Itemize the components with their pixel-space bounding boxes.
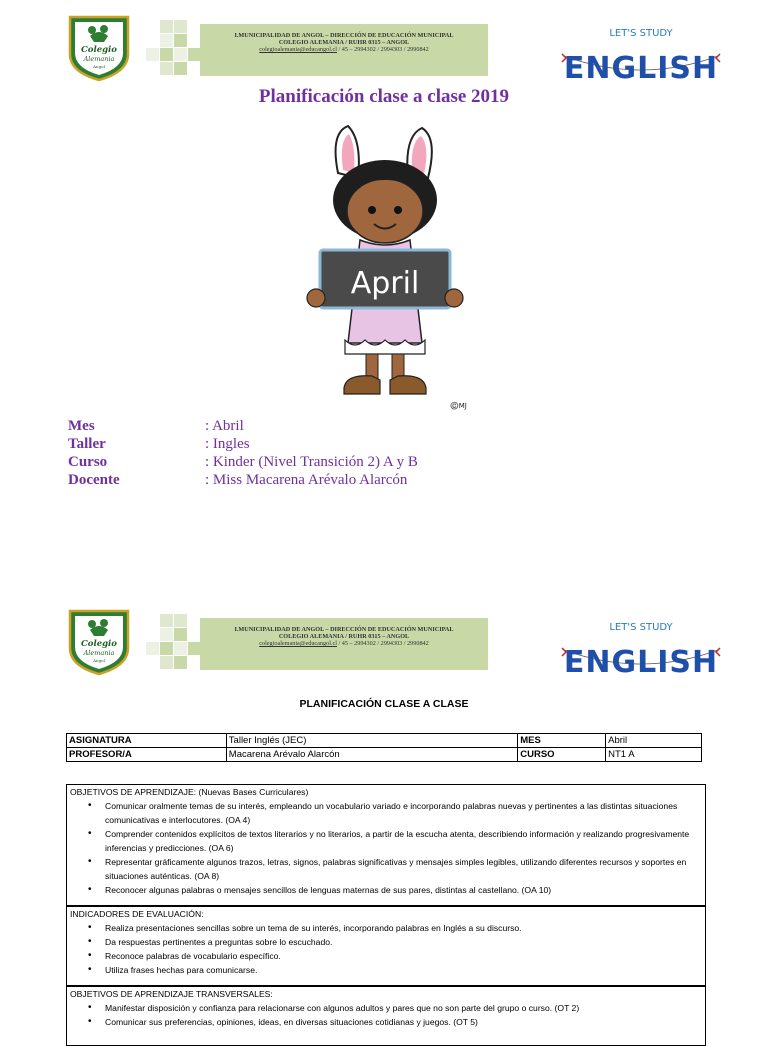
svg-text:Colegio: Colegio	[81, 639, 117, 649]
school-crest-logo	[68, 608, 130, 676]
svg-text:ENGLISH: ENGLISH	[563, 645, 719, 680]
list-item: • Reconocer algunas palabras o mensajes sencillos de lenguas maternas de sus pares, distintas al castellano. (OA 10)	[105, 883, 702, 897]
info-row-docente: Docente : Miss Macarena Arévalo Alarcón	[68, 472, 408, 488]
svg-text:LET'S STUDY: LET'S STUDY	[609, 622, 673, 633]
list-item: • Reconoce palabras de vocabulario específico.	[105, 949, 702, 963]
list-item: • Comprender contenidos explícitos de textos literarios y no literarios, a partir de la escucha atenta, describiendo información y realizando progresivamente inferencias y predicciones. (OA 6)	[105, 827, 702, 855]
svg-text:Angol: Angol	[93, 64, 105, 69]
value-curso: NT1 A	[606, 748, 702, 762]
value-profesor: Macarena Arévalo Alarcón	[226, 748, 517, 762]
header-line-2: COLEGIO ALEMANIA / RUHR 0315 – ANGOL	[278, 39, 410, 47]
table-row	[67, 748, 702, 762]
subject-info-table	[66, 733, 702, 762]
page1-title: Planificación clase a clase 2019	[258, 86, 510, 107]
list-item: • Representar gráficamente algunos trazos, letras, signos, palabras significativas y mensajes simples legibles, utilizando diferentes recursos y soportes en situaciones auténticas. (OA 8)	[105, 855, 702, 883]
decorative-squares	[140, 610, 202, 674]
svg-text:Alemania: Alemania	[83, 55, 115, 63]
lets-study-english-logo	[556, 16, 726, 86]
header-line-1: I.MUNICIPALIDAD DE ANGOL – DIRECCIÓN DE EDUCACIÓN MUNICIPAL	[234, 626, 454, 633]
class-info	[68, 418, 488, 490]
page2-title: PLANIFICACIÓN CLASE A CLASE	[299, 698, 469, 710]
list-item: • Utiliza frases hechas para comunicarse.	[105, 963, 702, 977]
header-line-1: I.MUNICIPALIDAD DE ANGOL – DIRECCIÓN DE EDUCACIÓN MUNICIPAL	[234, 32, 454, 39]
page1-header	[0, 14, 768, 92]
info-row-mes: Mes : Abril	[68, 418, 244, 434]
list-item: • Realiza presentaciones sencillas sobre un tema de su interés, incorporando palabras en Inglés a su discurso.	[105, 921, 702, 935]
section-heading: OBJETIVOS DE APRENDIZAJE: (Nuevas Bases Curriculares)	[70, 787, 309, 797]
header-text	[200, 32, 488, 54]
header-phones: / 45 – 2994302 / 2994303 / 2990842	[338, 46, 429, 54]
value-asignatura: Taller Inglés (JEC)	[226, 734, 517, 748]
svg-text:ENGLISH: ENGLISH	[563, 51, 719, 86]
info-row-curso: Curso : Kinder (Nivel Transición 2) A y B	[68, 454, 418, 470]
list-item: • Comunicar oralmente temas de su interés, empleando un vocabulario variado e incorporando palabras nuevas y pertinentes a las distintas situaciones comunicativas e interlocutores. (OA 4)	[105, 799, 702, 827]
svg-text:April: April	[350, 266, 420, 301]
value-mes: Abril	[606, 734, 702, 748]
lets-study-english-logo	[556, 610, 726, 680]
list-item: • Manifestar disposición y confianza para relacionarse con algunos adultos y pares que no son parte del grupo o curso. (OT 2)	[105, 1001, 702, 1015]
section-heading: OBJETIVOS DE APRENDIZAJE TRANSVERSALES:	[70, 989, 273, 999]
decorative-squares	[140, 16, 202, 80]
svg-text:©️MJ: ©️MJ	[450, 402, 467, 410]
svg-text:Colegio: Colegio	[81, 45, 117, 55]
label-profesor: PROFESOR/A	[67, 748, 227, 762]
info-row-taller: Taller : Ingles	[68, 436, 250, 452]
header-text	[200, 626, 488, 648]
header-line-2: COLEGIO ALEMANIA / RUHR 0315 – ANGOL	[278, 633, 410, 641]
page2-header	[0, 608, 768, 686]
svg-text:Angol: Angol	[93, 658, 105, 663]
label-curso: CURSO	[518, 748, 606, 762]
transversales-section	[66, 986, 706, 1046]
objetivos-section	[66, 784, 706, 906]
svg-text:Alemania: Alemania	[83, 649, 115, 657]
girl-holding-april-sign-illustration	[300, 118, 470, 413]
indicadores-section	[66, 906, 706, 986]
label-mes: MES	[518, 734, 606, 748]
list-item: • Da respuestas pertinentes a preguntas sobre lo escuchado.	[105, 935, 702, 949]
svg-text:LET'S STUDY: LET'S STUDY	[609, 28, 673, 39]
list-item: • Comunicar sus preferencias, opiniones, ideas, en diversas situaciones cotidianas y juegos. (OT 5)	[105, 1015, 702, 1029]
header-email-link[interactable]: colegioalemania@educangol.cl	[259, 640, 337, 648]
section-heading: INDICADORES DE EVALUACIÓN:	[70, 909, 204, 919]
label-asignatura: ASIGNATURA	[67, 734, 227, 748]
table-row	[67, 734, 702, 748]
header-email-link[interactable]: colegioalemania@educangol.cl	[259, 46, 337, 54]
school-crest-logo	[68, 14, 130, 82]
header-phones: / 45 – 2994302 / 2994303 / 2990842	[338, 640, 429, 648]
